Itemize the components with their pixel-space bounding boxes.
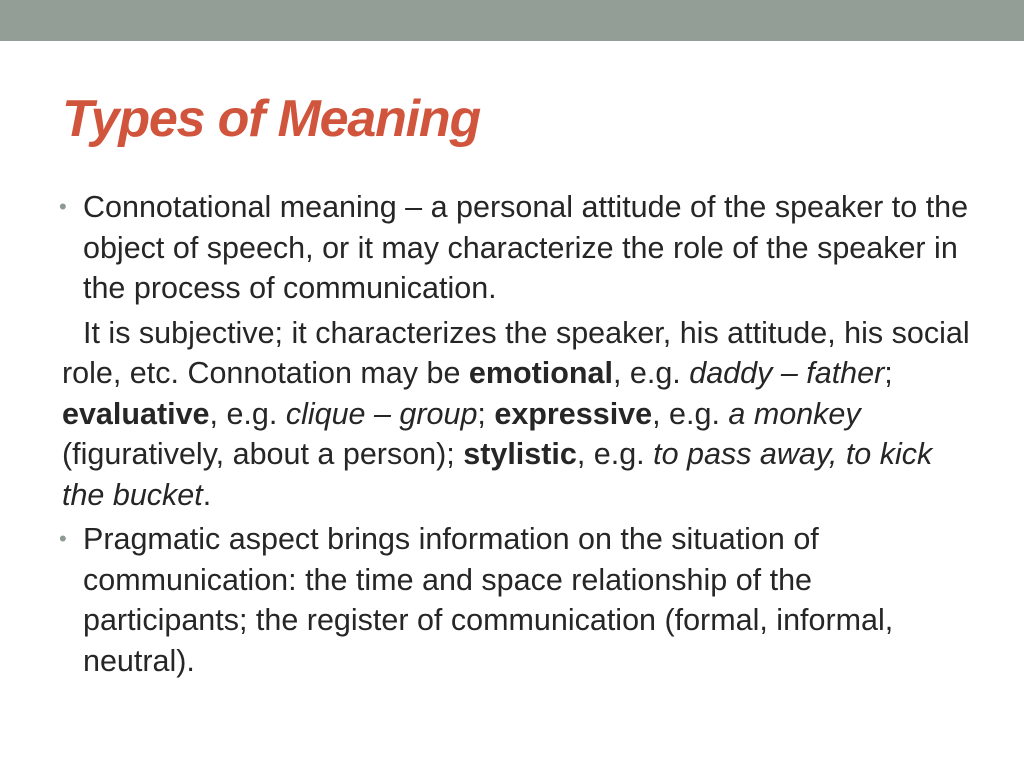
bullet-connotational (59, 187, 982, 309)
note-expressive: (figuratively, about a person); (62, 437, 464, 471)
paragraph-end: . (202, 477, 212, 512)
term-expressive: expressive (494, 396, 653, 431)
bullet-icon: • (59, 526, 67, 551)
paragraph-intro: It is subjective; it characterizes the speaker, his attitude, his social role, etc. Connotation may be (62, 315, 970, 390)
eg-stylistic: , e.g. (576, 437, 654, 471)
term-emotional: emotional (468, 356, 613, 390)
bullet-pragmatic (59, 519, 982, 681)
bullet-connotational-text: Connotational meaning – a personal attitude of the speaker to the object of speech, or it may characterize the role of the speaker in the process of communication. (83, 190, 969, 305)
eg-expressive: , e.g. (652, 396, 729, 431)
term-evaluative: evaluative (62, 396, 210, 431)
separator-1: ; (884, 356, 893, 390)
connotation-types-paragraph (62, 313, 982, 516)
bullet-icon: • (59, 194, 67, 219)
example-evaluative: clique – group (285, 396, 478, 431)
example-expressive: a monkey (728, 396, 861, 431)
eg-evaluative: , e.g. (209, 396, 286, 431)
term-stylistic: stylistic (463, 437, 577, 471)
example-stylistic: to pass away, to kick the bucket (62, 437, 933, 512)
slide-title: Types of Meaning (62, 90, 481, 148)
eg-emotional: , e.g. (612, 356, 690, 390)
top-accent-bar (0, 0, 1024, 41)
bullet-pragmatic-text: Pragmatic aspect brings information on the situation of communication: the time and space relationship of the participants; the register of communication (formal, informal, neutral). (83, 522, 894, 678)
slide-body (59, 187, 982, 681)
example-emotional: daddy – father (689, 356, 885, 390)
separator-2: ; (477, 396, 495, 431)
